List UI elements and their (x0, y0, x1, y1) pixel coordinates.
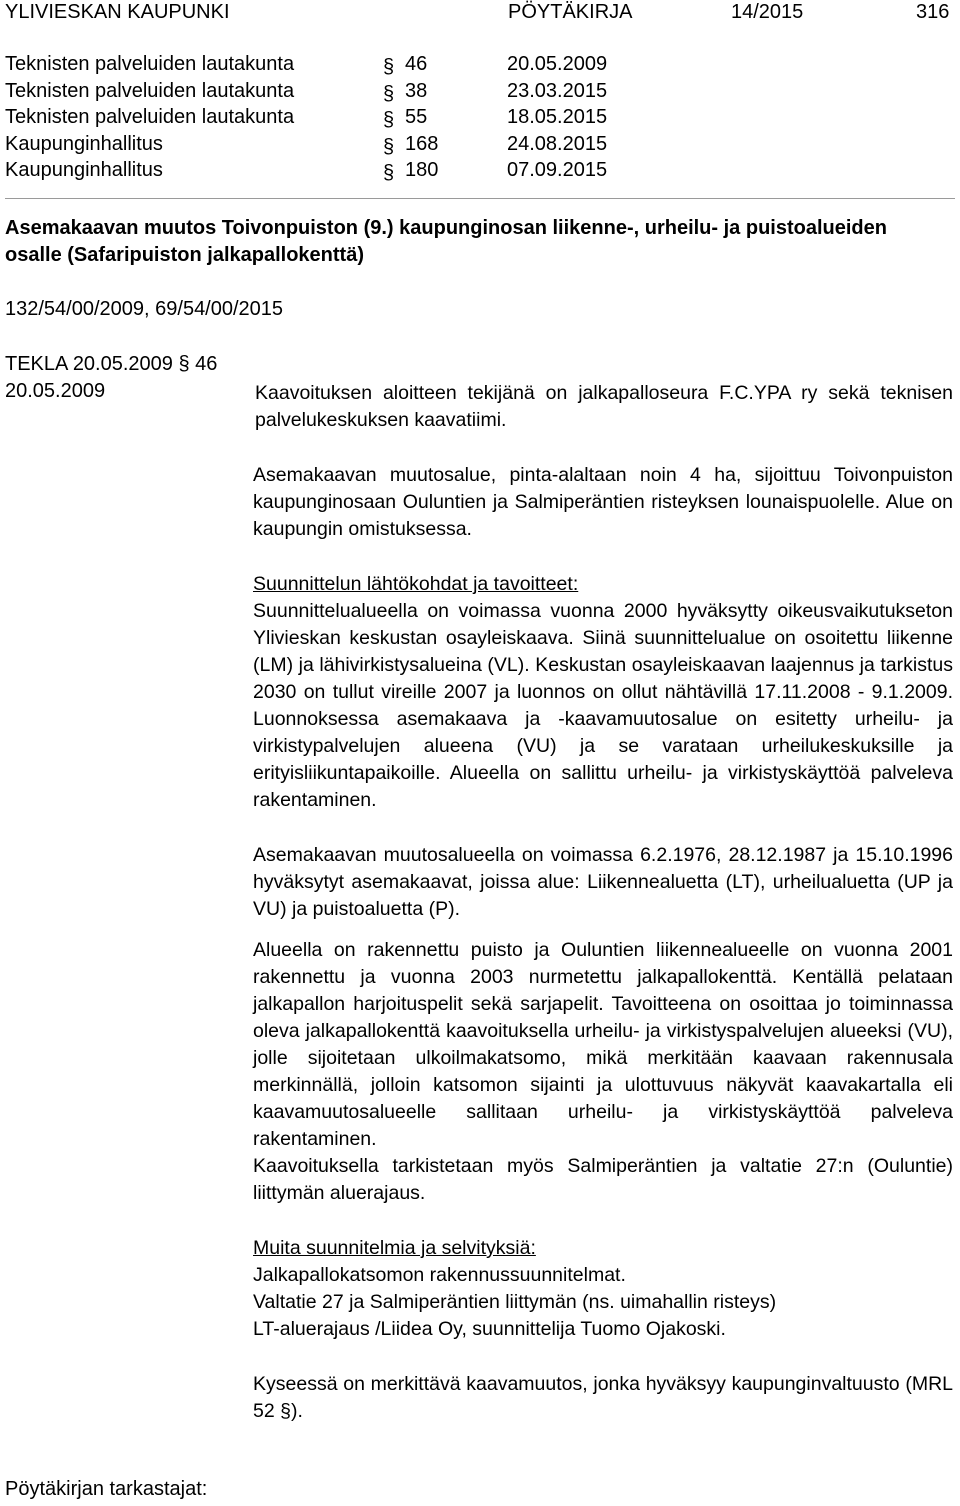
document-header (0, 0, 960, 28)
history-section: 180 (405, 159, 439, 181)
junction-paragraph: Kaavoituksella tarkistetaan myös Salmiperäntien ja valtatie 27:n (Ouluntie) liittymän aluerajaus. (253, 1155, 953, 1204)
history-row (5, 159, 955, 186)
decision-text-end: ). (290, 1400, 303, 1422)
organization-name: YLIVIESKAN KAUPUNKI (5, 1, 230, 23)
master-plan-paragraph: Suunnittelualueella on voimassa vuonna 2000 hyväksytty oikeusvaikutukseton Ylivieskan keskustan osayleiskaava. Siinä suunnittelualue on osoitettu liikenne (LM) ja lähivirkistysalueina (VL). Keskustan osayleiskaavan laajennus ja tarkistus 2030 on tullut vireille 2007 ja luonnos on ollut nähtävillä 17.11.2008 - 9.1.2009. Luonnoksessa asemakaava ja -kaavamuutosalue on esitetty urheilu- ja virkistypalvelujen alueena (VU) ja se varataan urheilukeskuksille ja erityisliikuntapaikoille. Alueella on sallittu urheilu- ja virkistyskäyttöä palveleva rakentaminen. (253, 600, 953, 811)
section-sign-icon: § (383, 135, 395, 158)
history-body: Kaupunginhallitus (5, 132, 163, 155)
initiator-paragraph: Kaavoituksen aloitteen tekijänä on jalkapalloseura F.C.YPA ry sekä teknisen palvelukeskuksen kaavatiimi. (255, 382, 953, 431)
handling-history (5, 53, 955, 199)
tekla-section: 46 (195, 353, 218, 375)
history-date: 07.09.2015 (507, 159, 608, 181)
history-row (5, 106, 955, 133)
section-sign-icon: § (383, 109, 395, 131)
history-section: 55 (405, 106, 428, 128)
objective-paragraph: Alueella on rakennettu puisto ja Ouluntien liikennealueelle on vuonna 2001 rakennettu ja vuonna 2003 nurmetettu jalkapallokenttä. Kentällä pelataan jalkapallon harjoituspelit sekä sarjapelit. Tavoitteena on osoittaa jo toiminnassa oleva jalkapallokenttä kaavoituksella urheilu- ja virkistyspalvelujen alueeksi (VU), jolle sijoitetaan ulkoilmakatsomo, mikä merkitään kaavaan rakennusala merkinnällä, jolloin katsomon sijainti ja ulottuvuus näkyvät kaavakartalla eli kaavamuutosalueelle sallitaan urheilu- ja virkistyskäyttöä palveleva rakentaminen. (253, 939, 953, 1150)
area-paragraph: Asemakaavan muutosalue, pinta-alaltaan noin 4 ha, sijoittuu Toivonpuiston kaupunginosaan Ouluntien ja Salmiperäntien risteyksen lounaispuolelle. Alue on kaupungin omistuksessa. (253, 464, 953, 540)
item-body (253, 380, 953, 1425)
diary-references: 132/54/00/2009, 69/54/00/2015 (5, 298, 284, 320)
history-row (5, 80, 955, 107)
page-number: 316 (916, 1, 950, 23)
agenda-item-title: Asemakaavan muutos Toivonpuiston (9.) kaupunginosan liikenne-, urheilu- ja puistoalueiden osalle (Safaripuiston jalkapallokenttä) (5, 217, 887, 266)
minutes-checkers-label: Pöytäkirjan tarkastajat: (5, 1478, 208, 1500)
current-plan-paragraph: Asemakaavan muutosalueella on voimassa 6.2.1976, 28.12.1987 ja 15.10.1996 hyväksytyt asemakaavat, joissa alue: Liikennealuetta (LT), urheilualuetta (UP ja VU) ja puistoaluetta (P). (253, 844, 953, 920)
history-body: Teknisten palveluiden lautakunta (5, 106, 295, 128)
decision-text: Kyseessä on merkittävä kaavamuutos, jonka hyväksyy kaupunginvaltuusto (MRL 52 (253, 1373, 953, 1422)
history-date: 23.03.2015 (507, 79, 608, 102)
tekla-prefix: TEKLA 20.05.2009 (5, 353, 173, 375)
history-section: 46 (405, 53, 428, 75)
history-body: Kaupunginhallitus (5, 159, 163, 181)
history-body: Teknisten palveluiden lautakunta (5, 79, 295, 102)
history-date: 24.08.2015 (507, 132, 608, 155)
history-row (5, 53, 955, 80)
section-sign-icon: § (178, 353, 190, 375)
document-type: PÖYTÄKIRJA (508, 1, 633, 23)
history-row (5, 133, 955, 160)
history-date: 18.05.2015 (507, 106, 608, 128)
other-plans-heading: Muita suunnitelmia ja selvityksiä: (253, 1237, 536, 1259)
tekla-reference (5, 353, 217, 376)
section-sign-icon: § (383, 56, 395, 78)
section-sign-icon: § (383, 162, 395, 184)
other-plans-item: LT-aluerajaus /Liidea Oy, suunnittelija Tuomo Ojakoski. (253, 1318, 726, 1340)
planning-goals-heading: Suunnittelun lähtökohdat ja tavoitteet: (253, 573, 579, 595)
history-section: 38 (405, 79, 428, 102)
history-section: 168 (405, 132, 439, 155)
tekla-date: 20.05.2009 (5, 380, 106, 402)
other-plans-item: Valtatie 27 ja Salmiperäntien liittymän (ns. uimahallin risteys) (253, 1291, 777, 1313)
section-sign-icon: § (280, 1400, 291, 1422)
section-sign-icon: § (383, 82, 395, 105)
history-body: Teknisten palveluiden lautakunta (5, 53, 295, 75)
other-plans-item: Jalkapallokatsomon rakennussuunnitelmat. (253, 1264, 626, 1286)
history-date: 20.05.2009 (507, 53, 608, 75)
document-number: 14/2015 (731, 1, 804, 23)
decision-paragraph (253, 1371, 953, 1425)
